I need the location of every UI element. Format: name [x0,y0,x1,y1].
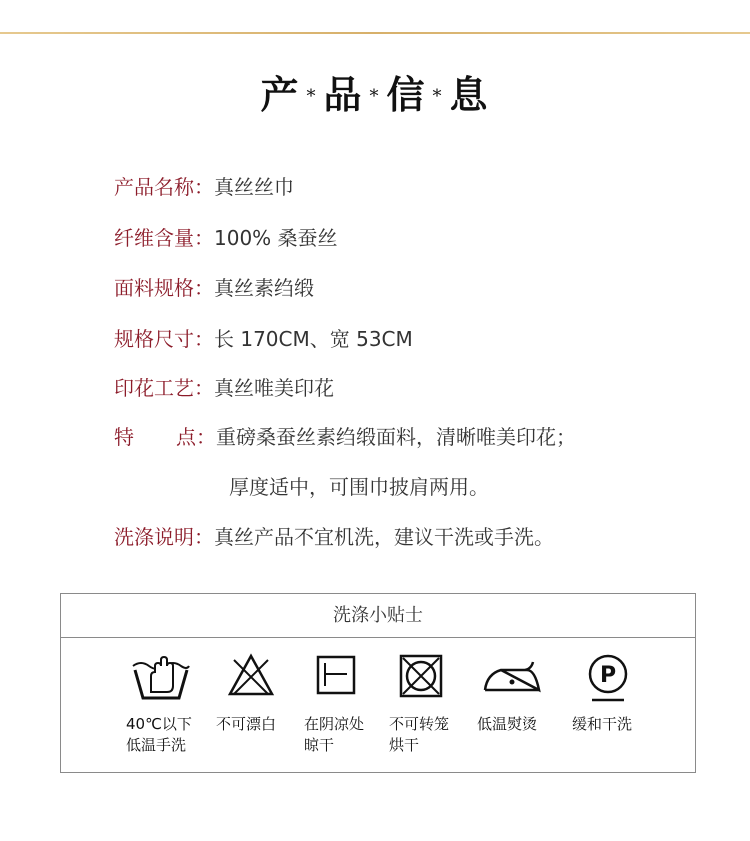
no-tumble-dry-icon [397,652,445,700]
hand-wash-icon [129,652,193,702]
info-label: 洗涤说明： [114,525,214,549]
care-item-mild-dry-clean [566,652,650,733]
info-value: 真丝产品不宜机洗，建议干洗或手洗。 [214,525,554,549]
care-label: 40℃以下 [126,715,192,733]
info-label: 特 点： [114,425,216,449]
info-row-fiber [114,221,338,255]
info-row-features-cont [229,470,489,504]
info-value: 真丝唯美印花 [214,376,334,400]
info-row-features [114,420,576,454]
care-label: 晾干 [304,736,335,754]
info-label: 规格尺寸： [114,327,214,351]
care-item-hand-wash [121,652,201,754]
info-row-product-name [114,170,294,204]
care-label: 低温熨烫 [477,715,538,733]
info-row-care [114,520,554,554]
care-label: 低温手洗 [126,736,187,754]
care-label: 不可转笼 [389,715,450,733]
care-label: 不可漂白 [216,715,277,733]
info-value: 真丝丝巾 [214,175,294,199]
low-iron-icon [481,656,545,696]
info-value: 100% 桑蚕丝 [214,226,338,250]
dry-in-shade-icon [313,652,359,698]
info-value: 厚度适中，可围巾披肩两用。 [229,475,489,499]
care-item-dry-shade [296,652,376,754]
top-divider [0,32,750,34]
info-row-print [114,371,334,405]
care-item-no-tumble [379,652,463,754]
info-row-fabric [114,271,314,305]
info-row-size [114,322,413,356]
care-label: 在阴凉处 [304,715,365,733]
info-label: 面料规格： [114,276,214,300]
info-label: 纤维含量： [114,226,214,250]
mild-dry-clean-icon [584,652,632,704]
care-item-low-iron [471,656,555,733]
svg-text:P: P [599,663,617,688]
info-value: 长 170CM、宽 53CM [214,327,413,351]
care-label: 烘干 [389,736,420,754]
page-title: 产 * 品 * 信 * 息 [260,72,490,117]
care-item-no-bleach [211,652,291,733]
info-value: 重磅桑蚕丝素绉缎面料，清晰唯美印花； [216,425,576,449]
care-tips-heading: 洗涤小贴士 [61,594,695,638]
care-tips-box [60,593,696,773]
no-bleach-icon [226,652,276,698]
care-label: 缓和干洗 [572,715,633,733]
info-label: 产品名称： [114,175,214,199]
info-value: 真丝素绉缎 [214,276,314,300]
info-label: 印花工艺： [114,376,214,400]
